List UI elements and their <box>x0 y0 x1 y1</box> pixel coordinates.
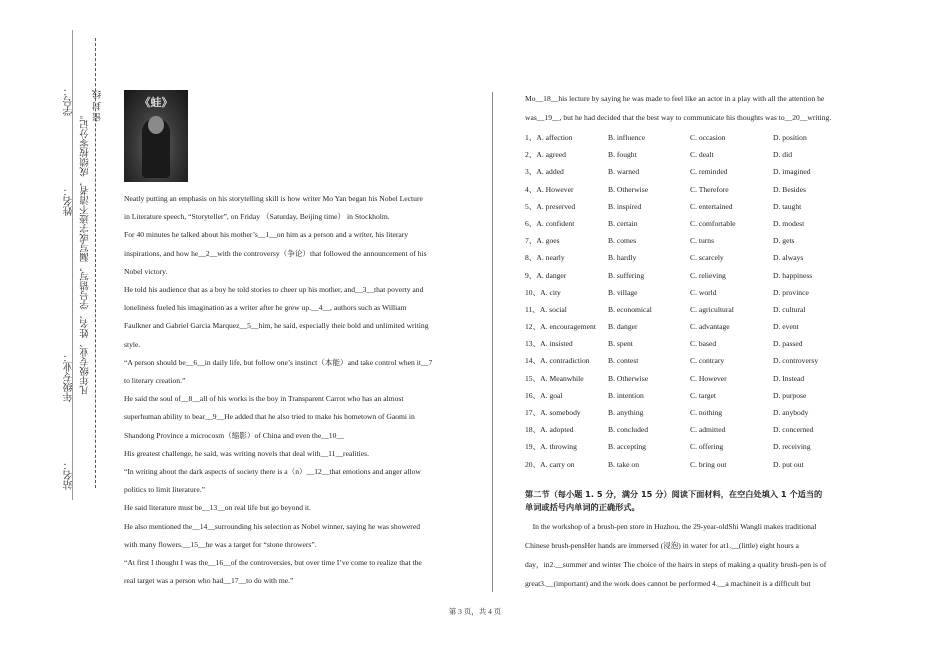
option-d: D. put out <box>773 459 804 469</box>
option-row <box>525 267 865 284</box>
option-a: 20、A. carry on <box>525 459 575 469</box>
portrait-face <box>148 116 164 134</box>
option-b: B. concluded <box>608 425 649 435</box>
option-c: C. occasion <box>690 133 726 142</box>
passage-line: politics to limit literature.” <box>124 485 205 495</box>
option-row <box>525 284 865 301</box>
passage-line: For 40 minutes he talked about his mother’s__1__on him as a person and a writer, his literary <box>124 230 409 240</box>
option-b: B. fought <box>608 150 637 160</box>
option-row <box>525 232 865 249</box>
option-a: 1、A. affection <box>525 133 573 142</box>
option-b: B. economical <box>608 304 652 314</box>
option-row <box>525 370 865 387</box>
passage-line: day，in2.__summer and winter The choice of the hairs in steps of making a quality brush-pen is of <box>525 559 827 569</box>
option-b: B. comes <box>608 236 637 246</box>
option-d: D. position <box>773 133 807 142</box>
passage-line: style. <box>124 339 141 349</box>
option-c: C. comfortable <box>690 218 736 228</box>
option-b: B. influence <box>608 133 646 142</box>
section2-title <box>525 488 865 514</box>
option-b: B. accepting <box>608 442 646 452</box>
option-c: C. scarcely <box>690 253 724 263</box>
option-b: B. hardly <box>608 253 637 263</box>
option-b: B. certain <box>608 218 638 228</box>
option-a: 3、A. added <box>525 167 564 177</box>
passage-line: He told his audience that as a boy he told stories to cheer up his mother, and__3__that poverty and <box>124 285 424 295</box>
option-d: D. happiness <box>773 270 813 280</box>
option-b: B. contest <box>608 356 639 366</box>
page-footer: 第 3 页，共 4 页 <box>448 607 502 616</box>
option-d: D. concerned <box>773 425 814 435</box>
right-column <box>525 90 865 593</box>
option-c: C. entertained <box>690 201 733 211</box>
option-d: D. always <box>773 253 804 263</box>
option-a: 12、A. encouragement <box>525 322 596 332</box>
option-d: D. controversy <box>773 356 819 366</box>
option-d: D. modest <box>773 218 805 228</box>
passage-line: superhuman ability to bear__9__He added that he also tried to make his hometown of Gaomi in <box>124 412 415 422</box>
option-c: C. relieving <box>690 270 726 280</box>
passage-line: Faulkner and Gabriel Garcia Marquez__5__him, he said, especially their bold and unlimited writing <box>124 321 429 331</box>
school-label: 站名： <box>64 460 75 490</box>
option-b: B. intention <box>608 390 644 400</box>
option-d: D. Instead <box>773 373 805 383</box>
option-a: 19、A. throwing <box>525 442 577 452</box>
option-b: B. inspired <box>608 201 642 211</box>
option-a: 7、A. goes <box>525 236 560 246</box>
option-b: B. take on <box>608 459 640 469</box>
option-a: 11、A. social <box>525 304 567 314</box>
seal-text: 密 封 线 <box>92 90 102 122</box>
option-d: D. imagined <box>773 167 811 177</box>
option-row <box>525 438 865 455</box>
passage-line: He said the soul of__8__all of his works is the boy in Transparent Carrot who has an almost <box>124 394 404 404</box>
cloze-passage <box>124 190 464 590</box>
section2-title-line1: 第二节（每小题 1. 5 分，满分 15 分）阅读下面材料，在空白处填入 1 个适当的 <box>525 488 823 499</box>
column-divider <box>492 92 493 592</box>
option-b: B. suffering <box>608 270 645 280</box>
section2-title-line2: 单词或括号内单词的正确形式。 <box>525 501 640 512</box>
option-c: C. bring out <box>690 459 727 469</box>
passage-line: Nobel victory. <box>124 266 168 276</box>
passage-line: Chinese brush-pensHer hands are immersed (浸泡) in water for at1.__(little) eight hours a <box>525 540 799 550</box>
option-a: 13、A. insisted <box>525 339 573 349</box>
option-row <box>525 301 865 318</box>
passage-line: His greatest challenge, he said, was writing novels that deal with__11__realities. <box>124 448 369 458</box>
passage-line: Neatly putting an emphasis on his storytelling skill is how writer Mo Yan began his Nobel Lecture <box>124 194 423 203</box>
option-row <box>525 129 865 146</box>
passage-line: was__19__, but he had decided that the best way to communicate his thoughts was to__20__writing. <box>525 112 832 122</box>
option-b: B. Otherwise <box>608 373 649 383</box>
passage-line: with many flowers.__15__he was a target for “stone throwers”. <box>124 539 317 549</box>
option-d: D. event <box>773 322 799 332</box>
option-c: C. turns <box>690 236 715 246</box>
option-a: 4、A. However <box>525 184 574 194</box>
option-b: B. Otherwise <box>608 184 649 194</box>
option-d: D. passed <box>773 339 803 349</box>
option-row <box>525 318 865 335</box>
option-d: D. cultural <box>773 304 806 314</box>
option-a: 9、A. danger <box>525 270 567 280</box>
passage-line: great3.__(important) and the work does cannot be performed 4.__a machineit is a difficult but <box>525 578 811 588</box>
option-row <box>525 404 865 421</box>
option-row <box>525 181 865 198</box>
option-c: C. reminded <box>690 167 728 177</box>
option-b: B. village <box>608 287 638 297</box>
option-a: 8、A. nearly <box>525 253 565 263</box>
option-a: 10、A. city <box>525 287 561 297</box>
photo-title: 《蛙》 <box>139 97 173 109</box>
option-d: D. anybody <box>773 408 809 417</box>
option-row <box>525 335 865 352</box>
option-a: 15、A. Meanwhile <box>525 373 584 383</box>
option-a: 6、A. confident <box>525 218 575 228</box>
option-d: D. purpose <box>773 390 807 400</box>
option-row <box>525 198 865 215</box>
left-column <box>124 90 464 590</box>
option-c: C. based <box>690 339 717 349</box>
option-b: B. danger <box>608 322 638 332</box>
option-row <box>525 387 865 404</box>
passage-line: real target was a person who had__17__to do with me.” <box>124 576 294 586</box>
option-row <box>525 163 865 180</box>
option-c: C. agricultural <box>690 304 734 314</box>
passage-line: Mo__18__his lecture by saying he was made to feel like an actor in a play with all the attention he <box>525 94 825 103</box>
option-a: 14、A. contradiction <box>525 356 590 366</box>
passage-line: loneliness fueled his imagination as a writer after he grew up.__4__, authors such as William <box>124 303 407 313</box>
option-c: C. nothing <box>690 408 723 417</box>
option-a: 17、A. somebody <box>525 408 581 417</box>
option-c: C. admitted <box>690 425 726 435</box>
passage-line: In the workshop of a brush-pen store in Huzhou, the 29-year-oldShi Wangli makes traditional <box>525 521 817 531</box>
option-d: D. province <box>773 287 809 297</box>
option-d: D. Besides <box>773 184 806 194</box>
passage-line: inspirations, and how he__2__with the controversy（争论）that followed the announcement of his <box>124 248 427 258</box>
student-id-label: 学号： <box>64 86 75 116</box>
option-d: D. gets <box>773 236 795 246</box>
binding-notice: 凡年级专业、姓名、学号错写，漏写或字迹不清者，成绩按零分记。 <box>81 110 91 395</box>
passage-line: “In writing about the dark aspects of society there is a（n）__12__that emotions and anger allow <box>124 467 421 477</box>
option-c: C. However <box>690 373 727 383</box>
binding-strip <box>0 0 112 672</box>
option-row <box>525 249 865 266</box>
major-label: 年级专业： <box>64 352 75 402</box>
option-c: C. advantage <box>690 322 730 332</box>
option-b: B. anything <box>608 408 644 417</box>
passage-line: Shandong Province a microcosm（缩影）of China and even the__10__ <box>124 430 344 440</box>
option-row <box>525 456 865 473</box>
option-d: D. did <box>773 150 792 160</box>
cloze-passage-continued <box>525 90 865 127</box>
passage-line: to literary creation.” <box>124 376 186 386</box>
option-row <box>525 352 865 369</box>
name-label: 姓名： <box>64 186 75 216</box>
option-row <box>525 215 865 232</box>
passage-line: He also mentioned the__14__surrounding his selection as Nobel winner, saying he was showered <box>124 521 421 531</box>
option-c: C. offering <box>690 442 724 452</box>
option-a: 2、A. agreed <box>525 150 566 160</box>
passage-line: “A person should be__6__in daily life, but follow one’s instinct（本能）and take control when it__7 <box>124 357 433 367</box>
section2-passage <box>525 517 865 593</box>
option-c: C. Therefore <box>690 184 729 194</box>
passage-line: He said literature must be__13__on real life but go beyond it. <box>124 503 312 513</box>
option-d: D. taught <box>773 201 802 211</box>
option-c: C. dealt <box>690 150 714 160</box>
option-a: 18、A. adopted <box>525 425 574 435</box>
book-cover-photo <box>124 90 188 182</box>
option-c: C. target <box>690 390 717 400</box>
option-row <box>525 146 865 163</box>
option-b: B. spent <box>608 339 633 349</box>
option-a: 5、A. preserved <box>525 201 576 211</box>
option-row <box>525 421 865 438</box>
option-b: B. warned <box>608 167 640 177</box>
option-d: D. receiving <box>773 442 811 452</box>
option-c: C. contrary <box>690 356 725 366</box>
options-list <box>525 129 865 473</box>
option-c: C. world <box>690 287 717 297</box>
passage-line: in Literature speech, “Storyteller”, on Friday （Saturday, Beijing time） in Stockholm. <box>124 212 390 222</box>
option-a: 16、A. goal <box>525 390 563 400</box>
passage-line: “At first I thought I was the__16__of the controversies, but over time I’ve come to realize that the <box>124 558 422 568</box>
